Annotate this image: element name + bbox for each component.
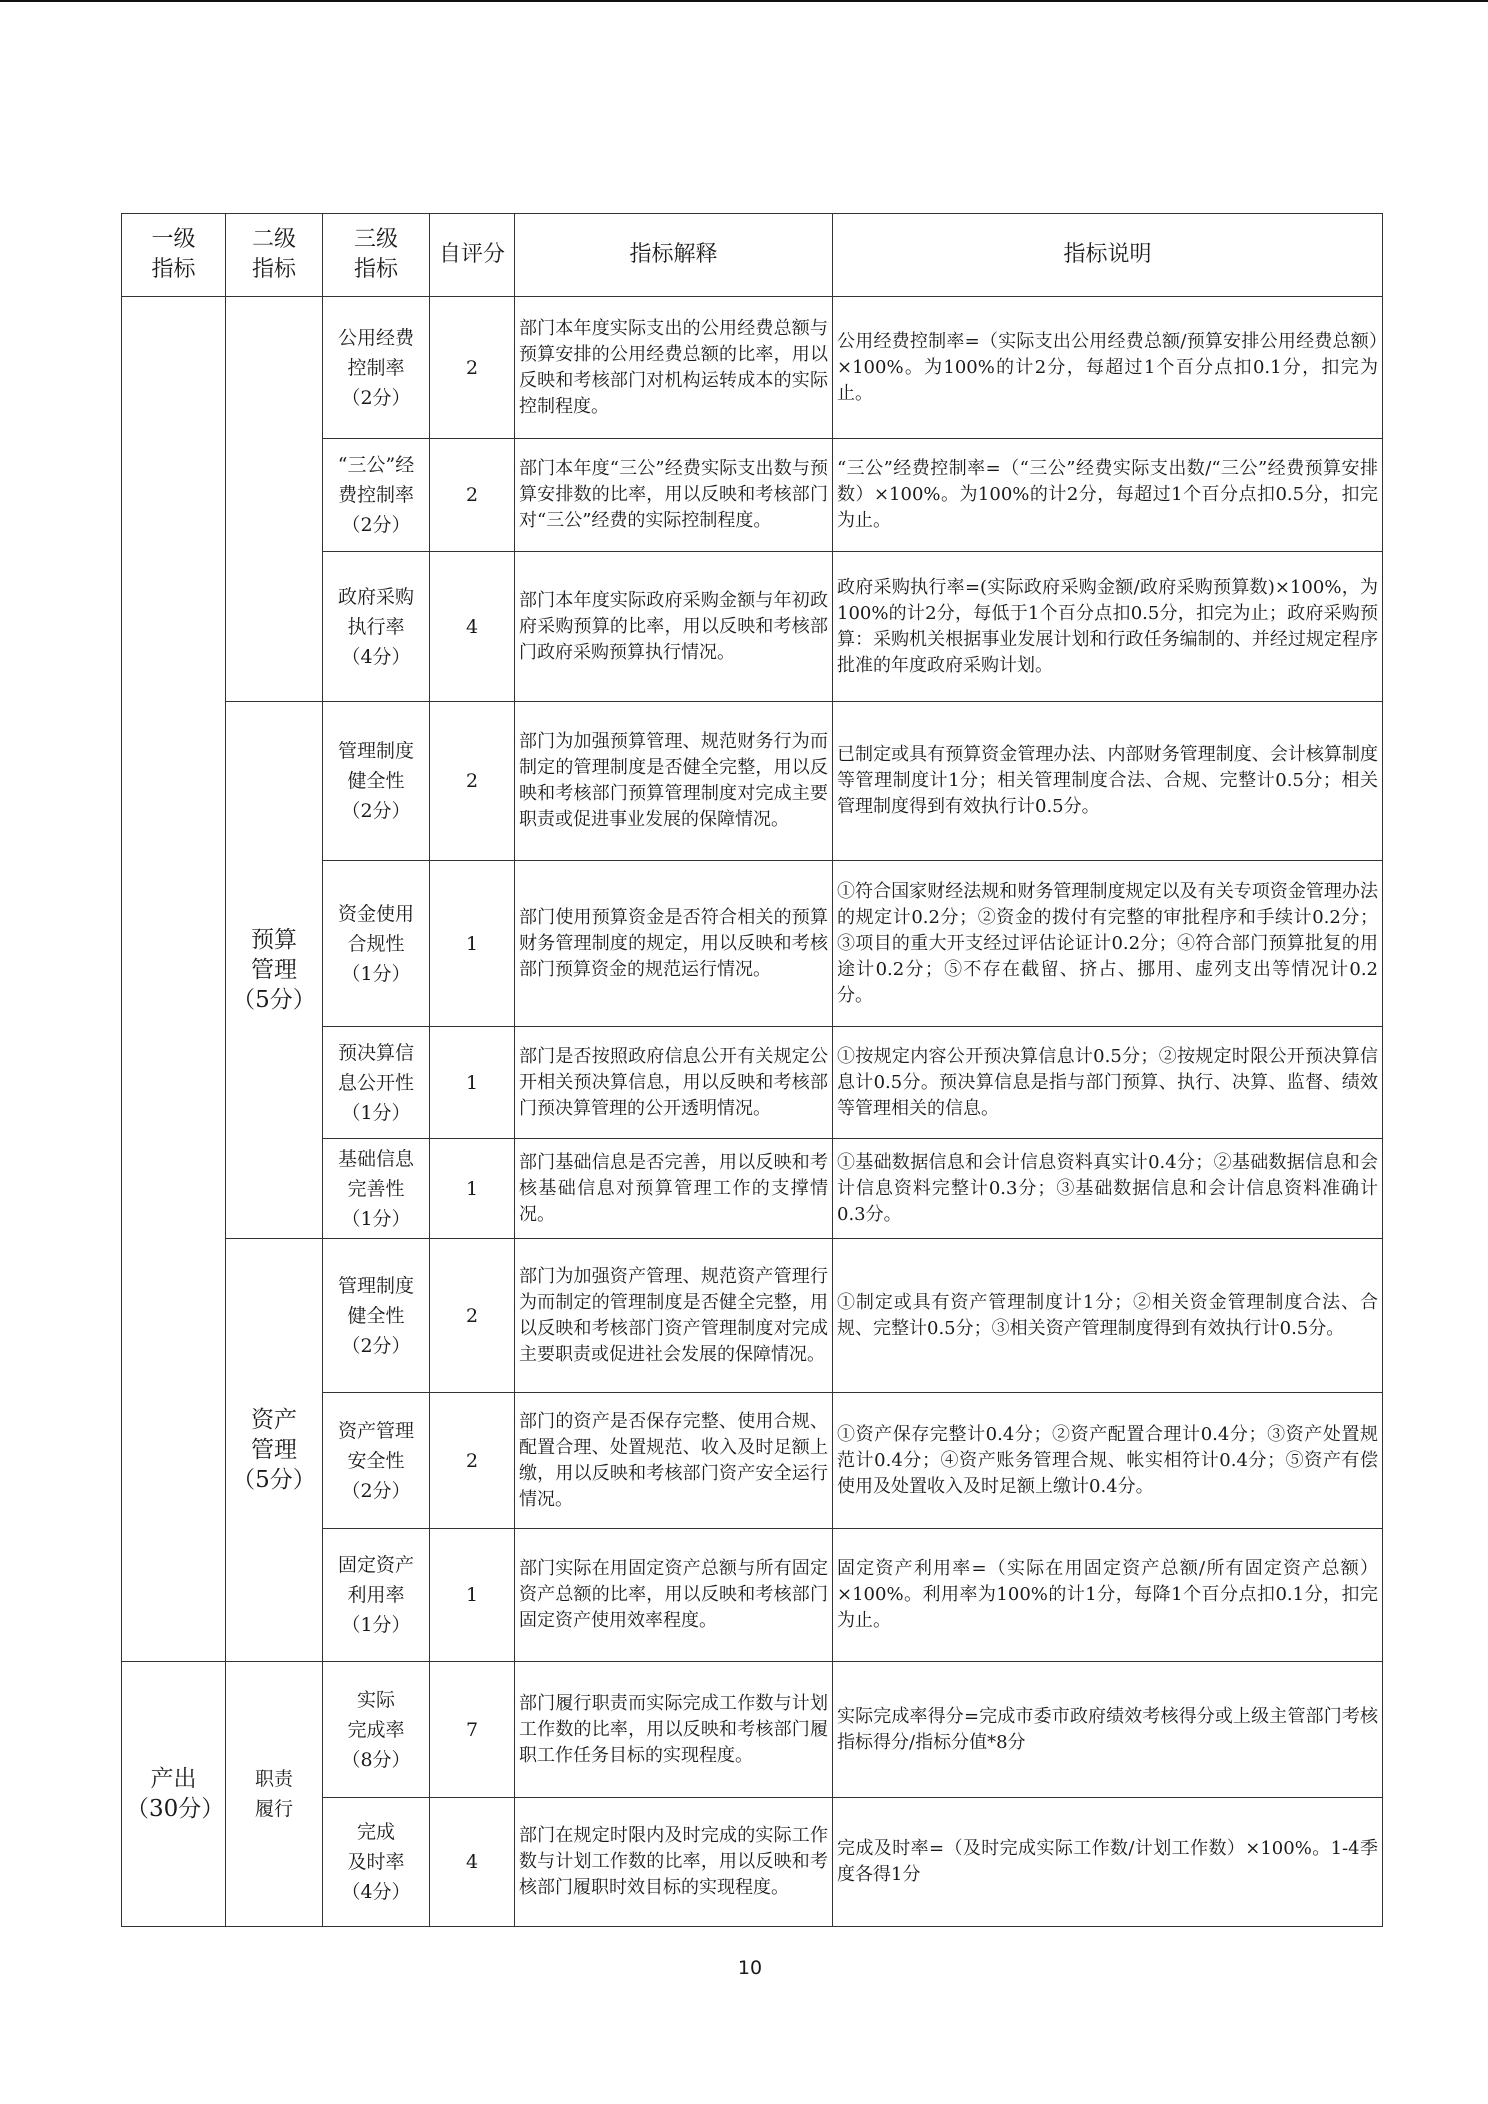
indicator-explanation: 部门使用预算资金是否符合相关的预算财务管理制度的规定，用以反映和考核部门预算资金的规范运行情况。 [515,861,833,1027]
header-level2: 二级 指标 [226,214,323,297]
indicator-description: “三公”经费控制率=（“三公”经费实际支出数/“三公”经费预算安排数）×100%。为100%的计2分，每超过1个百分点扣0.5分，扣完为止。 [833,439,1383,552]
indicator-description: ①制定或具有资产管理制度计1分；②相关资金管理制度合法、合规、完整计0.5分；③相关资产管理制度得到有效执行计0.5分。 [833,1239,1383,1393]
header-level3: 三级 指标 [323,214,430,297]
table-row [122,702,1383,861]
level3-name: “三公”经 费控制率 （2分） [323,439,430,552]
indicator-description: ①按规定内容公开预决算信息计0.5分；②按规定时限公开预决算信息计0.5分。预决算信息是指与部门预算、执行、决算、监督、绩效等管理相关的信息。 [833,1027,1383,1139]
indicator-explanation: 部门在规定时限内及时完成的实际工作数与计划工作数的比率，用以反映和考核部门履职时效目标的实现程度。 [515,1798,833,1927]
level2-budget-management: 预算 管理 （5分） [226,702,323,1239]
level3-name: 政府采购 执行率 （4分） [323,552,430,702]
level2-cell-empty [226,297,323,702]
indicator-description: 固定资产利用率=（实际在用固定资产总额/所有固定资产总额）×100%。利用率为100%的计1分，每降1个百分点扣0.1分，扣完为止。 [833,1529,1383,1662]
indicator-explanation: 部门本年度实际支出的公用经费总额与预算安排的公用经费总额的比率，用以反映和考核部门对机构运转成本的实际控制程度。 [515,297,833,439]
self-score: 4 [430,1798,515,1927]
table-row [122,297,1383,439]
self-score: 1 [430,1529,515,1662]
indicator-description: ①资产保存完整计0.4分；②资产配置合理计0.4分；③资产处置规范计0.4分；④资产账务管理合规、帐实相符计0.4分；⑤资产有偿使用及处置收入及时足额上缴计0.4分。 [833,1393,1383,1529]
level3-name: 管理制度 健全性 （2分） [323,1239,430,1393]
indicator-description: ①基础数据信息和会计信息资料真实计0.4分；②基础数据信息和会计信息资料完整计0.3分；③基础数据信息和会计信息资料准确计0.3分。 [833,1139,1383,1239]
level1-output: 产出 （30分） [122,1662,226,1927]
level3-name: 固定资产 利用率 （1分） [323,1529,430,1662]
indicator-explanation: 部门实际在用固定资产总额与所有固定资产总额的比率，用以反映和考核部门固定资产使用效率程度。 [515,1529,833,1662]
level3-name: 实际 完成率 （8分） [323,1662,430,1798]
indicator-description: 政府采购执行率=(实际政府采购金额/政府采购预算数)×100%，为100%的计2分，每低于1个百分点扣0.5分，扣完为止；政府采购预算：采购机关根据事业发展计划和行政任务编制的、并经过规定程序批准的年度政府采购计划。 [833,552,1383,702]
level3-name: 资金使用 合规性 （1分） [323,861,430,1027]
indicator-description: 实际完成率得分=完成市委市政府绩效考核得分或上级主管部门考核指标得分/指标分值*8分 [833,1662,1383,1798]
top-border-line [0,0,1488,2]
table-row [122,1239,1383,1393]
level2-duty-performance: 职责 履行 [226,1662,323,1927]
self-score: 4 [430,552,515,702]
self-score: 2 [430,439,515,552]
level3-name: 公用经费 控制率 （2分） [323,297,430,439]
indicator-explanation: 部门本年度“三公”经费实际支出数与预算安排数的比率，用以反映和考核部门对“三公”经费的实际控制程度。 [515,439,833,552]
indicator-explanation: 部门为加强资产管理、规范资产管理行为而制定的管理制度是否健全完整，用以反映和考核部门资产管理制度对完成主要职责或促进社会发展的保障情况。 [515,1239,833,1393]
indicator-explanation: 部门的资产是否保存完整、使用合规、配置合理、处置规范、收入及时足额上缴，用以反映和考核部门资产安全运行情况。 [515,1393,833,1529]
level3-name: 管理制度 健全性 （2分） [323,702,430,861]
self-score: 2 [430,1239,515,1393]
header-score: 自评分 [430,214,515,297]
header-level1: 一级 指标 [122,214,226,297]
indicator-explanation: 部门为加强预算管理、规范财务行为而制定的管理制度是否健全完整，用以反映和考核部门预算管理制度对完成主要职责或促进事业发展的保障情况。 [515,702,833,861]
indicator-description: 已制定或具有预算资金管理办法、内部财务管理制度、会计核算制度等管理制度计1分；相关管理制度合法、合规、完整计0.5分；相关管理制度得到有效执行计0.5分。 [833,702,1383,861]
level3-name: 预决算信 息公开性 （1分） [323,1027,430,1139]
self-score: 2 [430,1393,515,1529]
level3-name: 基础信息 完善性 （1分） [323,1139,430,1239]
self-score: 2 [430,297,515,439]
indicator-explanation: 部门本年度实际政府采购金额与年初政府采购预算的比率，用以反映和考核部门政府采购预算执行情况。 [515,552,833,702]
indicator-description: ①符合国家财经法规和财务管理制度规定以及有关专项资金管理办法的规定计0.2分；②资金的拨付有完整的审批程序和手续计0.2分；③项目的重大开支经过评估论证计0.2分；④符合部门预算批复的用途计0.2分；⑤不存在截留、挤占、挪用、虚列支出等情况计0.2分。 [833,861,1383,1027]
self-score: 2 [430,702,515,861]
level3-name: 完成 及时率 （4分） [323,1798,430,1927]
indicator-explanation: 部门履行职责而实际完成工作数与计划工作数的比率，用以反映和考核部门履职工作任务目标的实现程度。 [515,1662,833,1798]
indicator-description: 公用经费控制率=（实际支出公用经费总额/预算安排公用经费总额）×100%。为100%的计2分，每超过1个百分点扣0.1分，扣完为止。 [833,297,1383,439]
level3-name: 资产管理 安全性 （2分） [323,1393,430,1529]
indicator-explanation: 部门是否按照政府信息公开有关规定公开相关预决算信息，用以反映和考核部门预决算管理的公开透明情况。 [515,1027,833,1139]
performance-indicator-table [121,213,1383,1927]
page-number: 10 [737,1957,763,1979]
table-row [122,1662,1383,1798]
table-header-row [122,214,1383,297]
header-explanation: 指标解释 [515,214,833,297]
level2-asset-management: 资产 管理 （5分） [226,1239,323,1662]
indicator-explanation: 部门基础信息是否完善，用以反映和考核基础信息对预算管理工作的支撑情况。 [515,1139,833,1239]
level1-cell-empty [122,297,226,1662]
header-description: 指标说明 [833,214,1383,297]
self-score: 1 [430,861,515,1027]
self-score: 1 [430,1139,515,1239]
self-score: 7 [430,1662,515,1798]
indicator-description: 完成及时率=（及时完成实际工作数/计划工作数）×100%。1-4季度各得1分 [833,1798,1383,1927]
self-score: 1 [430,1027,515,1139]
